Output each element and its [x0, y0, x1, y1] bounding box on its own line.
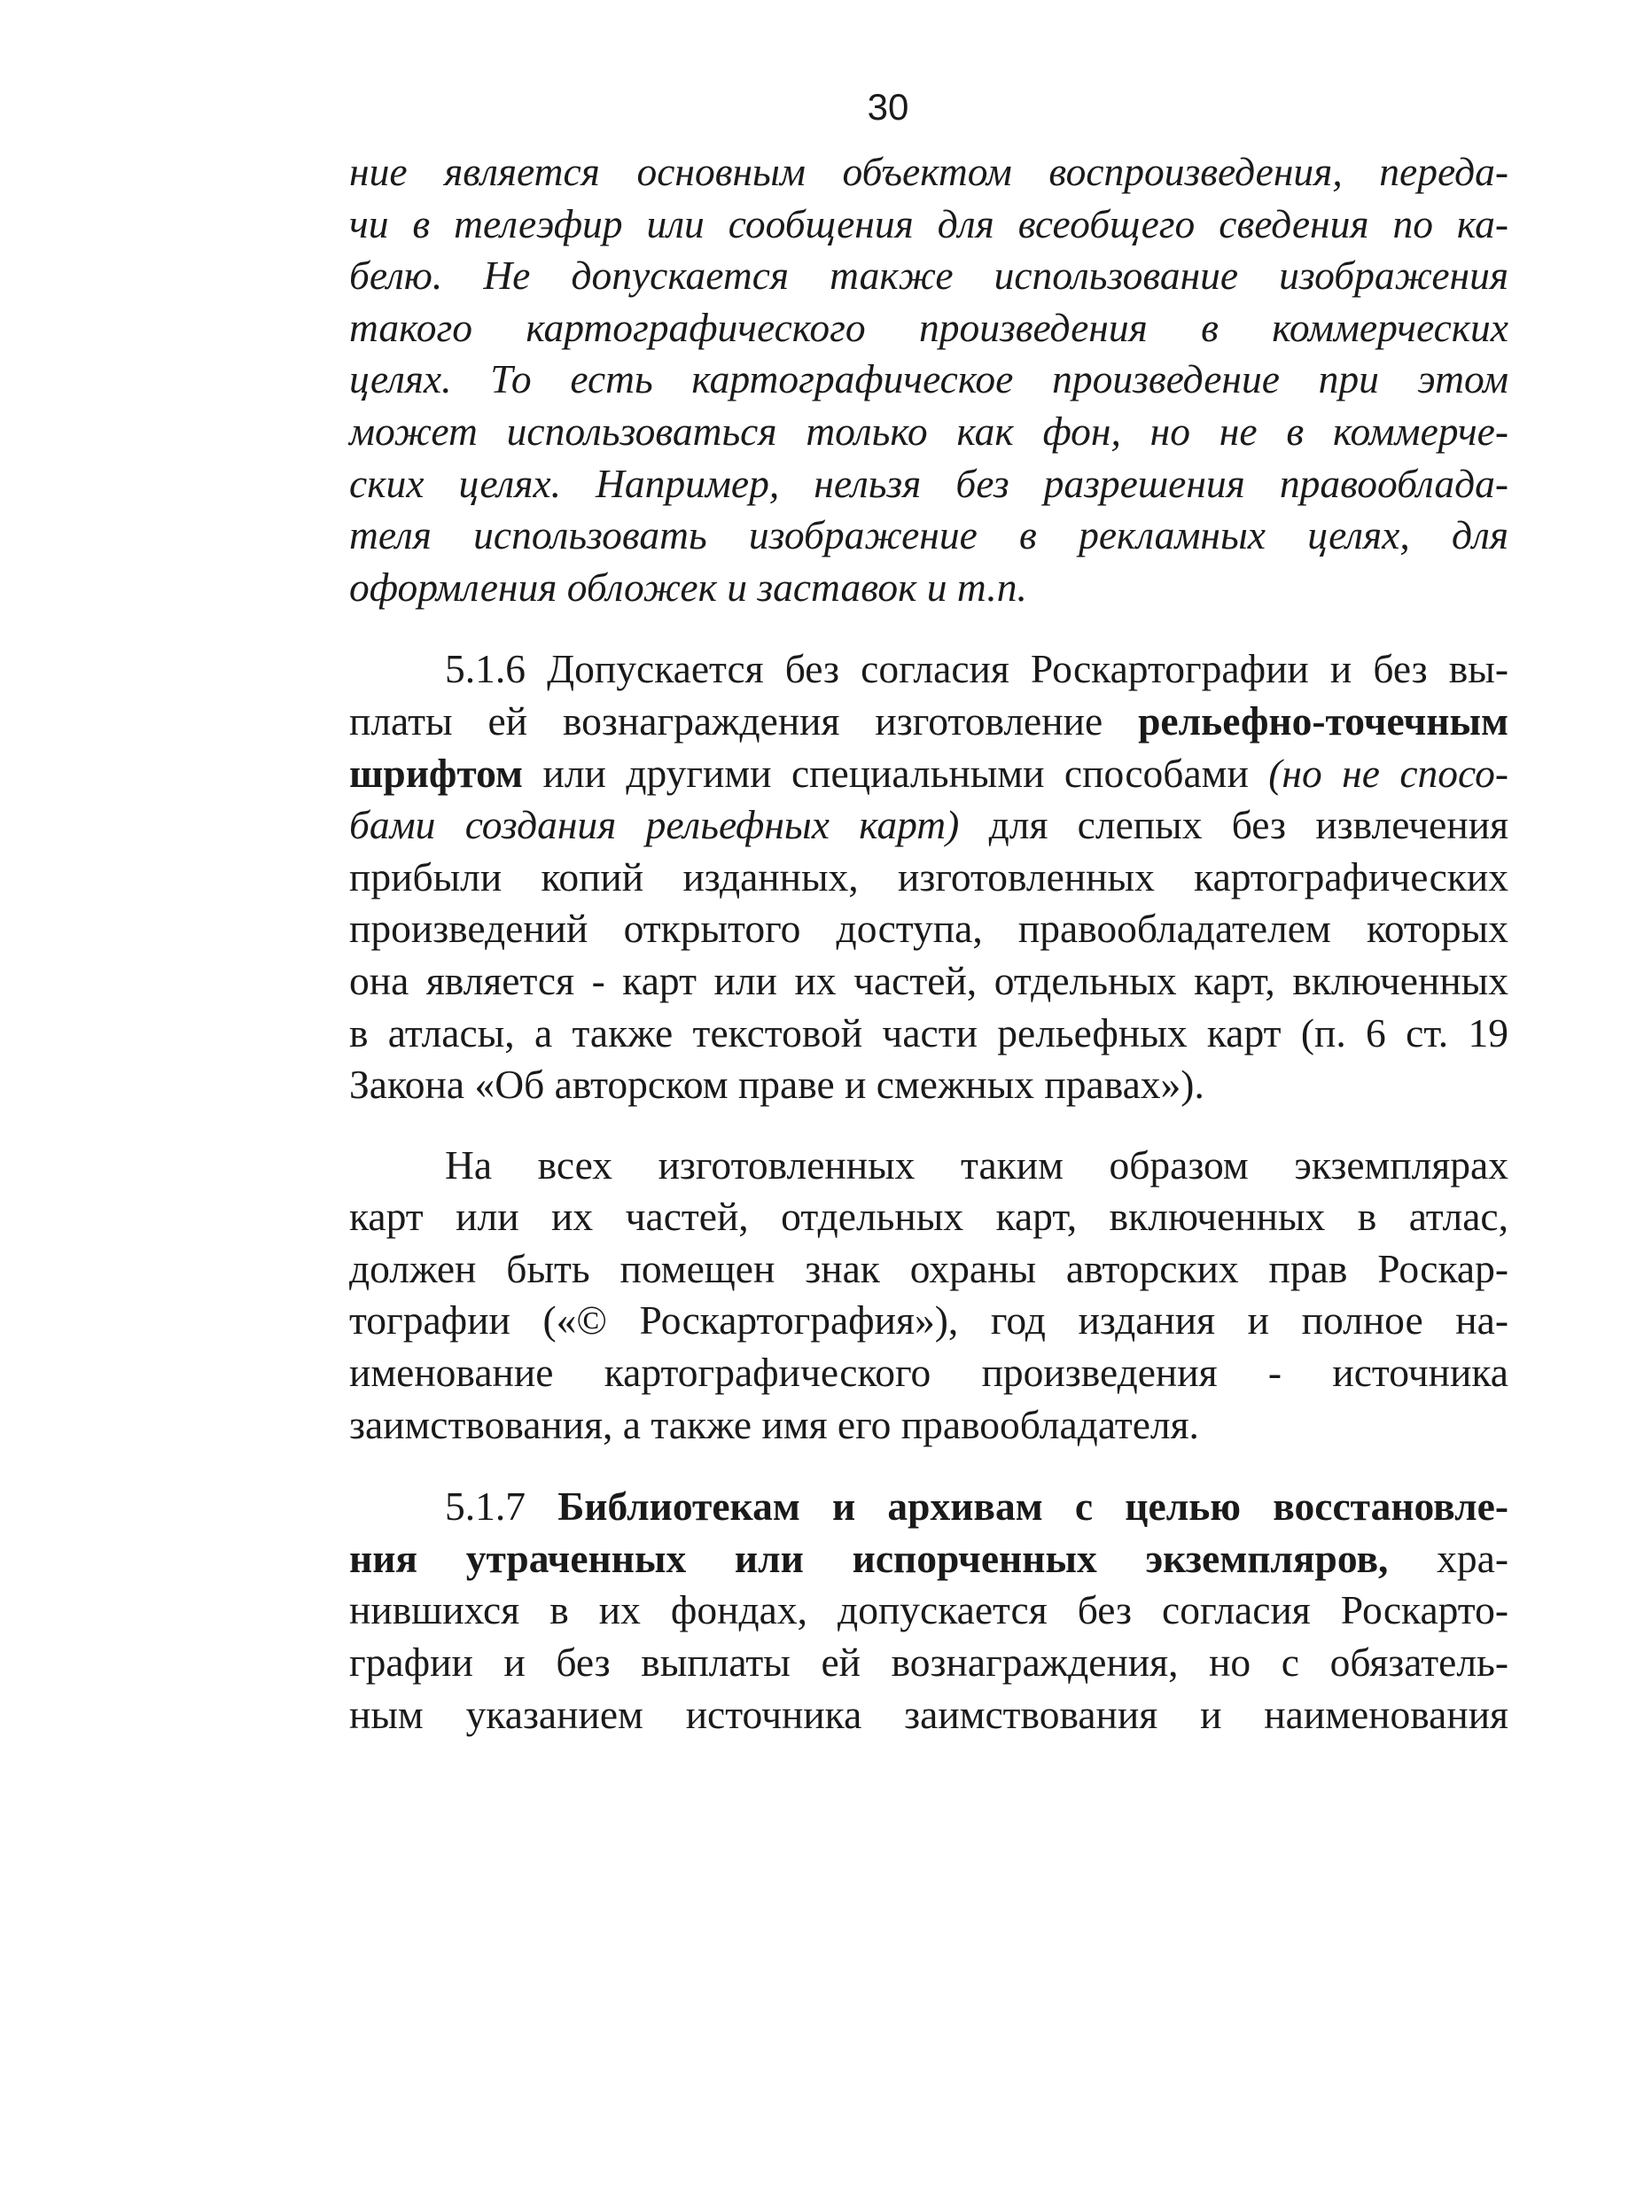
- text-line: такого картографического произведения в коммерческих: [349, 304, 1508, 350]
- text-line: карт или их частей, отдельных карт, включенных в атлас,: [349, 1194, 1508, 1240]
- bold-text-run: шрифтом: [349, 750, 524, 796]
- italic-text-run: бами создания рельефных карт): [349, 802, 960, 848]
- text-line: [349, 1481, 1508, 1533]
- text-line: ным указанием источника заимствования и наименования: [349, 1691, 1508, 1737]
- text-line: теля использовать изображение в рекламных целях, для: [349, 512, 1508, 558]
- text-line: 5.1.6 Допускается без согласия Роскартографии и без вы-: [445, 646, 1508, 692]
- bold-text-run: ния утраченных или испорченных экземпляров,: [349, 1535, 1389, 1581]
- text-line: оформления обложек и заставок и т.п.: [349, 564, 1027, 610]
- text-line: Закона «Об авторском праве и смежных правах»).: [349, 1062, 1204, 1108]
- text-run: платы ей вознаграждения изготовление: [349, 697, 1139, 744]
- bold-text-run: Библиотекам и архивам с целью восстановле-: [557, 1484, 1508, 1530]
- text-line: ских целях. Например, нельзя без разрешения правооблада-: [349, 460, 1508, 506]
- text-line: На всех изготовленных таким образом экземплярах: [445, 1141, 1508, 1188]
- text-line: [349, 748, 1508, 800]
- paragraph-section-5-1-7: [349, 1481, 1508, 1741]
- text-line: заимствования, а также имя его правообладателя.: [349, 1401, 1199, 1447]
- text-run: для слепых без извлечения: [959, 802, 1508, 848]
- page-number: 30: [867, 86, 909, 128]
- page-body: [349, 146, 1508, 1741]
- text-run: 5.1.7: [445, 1484, 558, 1530]
- text-line: белю. Не допускается также использование изображения: [349, 253, 1508, 299]
- bold-text-run: рельефно-точечным: [1138, 697, 1508, 744]
- text-line: графии и без выплаты ей вознаграждения, но с обязатель-: [349, 1640, 1508, 1686]
- text-line: нившихся в их фондах, допускается без согласия Роскарто-: [349, 1587, 1508, 1633]
- italic-text-run: (но не спосо-: [1268, 750, 1508, 796]
- text-line: чи в телеэфир или сообщения для всеобщего сведения по ка-: [349, 200, 1508, 246]
- paragraph-continuation: [349, 146, 1508, 613]
- text-run: или другими специальными способами: [523, 750, 1269, 796]
- text-run: хра-: [1388, 1535, 1508, 1581]
- text-line: она является - карт или их частей, отдельных карт, включенных: [349, 957, 1508, 1003]
- text-line: [349, 799, 1508, 852]
- text-line: в атласы, а также текстовой части рельефных карт (п. 6 ст. 19: [349, 1009, 1508, 1055]
- text-line: целях. То есть картографическое произведение при этом: [349, 356, 1508, 402]
- text-line: прибыли копий изданных, изготовленных картографических: [349, 853, 1508, 900]
- text-line: произведений открытого доступа, правообладателем которых: [349, 906, 1508, 952]
- text-line: должен быть помещен знак охраны авторских прав Роскар-: [349, 1245, 1508, 1291]
- text-line: [349, 1533, 1508, 1585]
- paragraph-copyright-notice: [349, 1140, 1508, 1452]
- text-line: тографии («© Роскартография»), год издания и полное на-: [349, 1297, 1508, 1344]
- text-line: ние является основным объектом воспроизведения, переда-: [349, 149, 1508, 194]
- text-line: именование картографического произведения - источника: [349, 1350, 1508, 1396]
- paragraph-section-5-1-6: [349, 643, 1508, 1110]
- text-line: может использоваться только как фон, но не в коммерче-: [349, 408, 1508, 454]
- text-line: [349, 696, 1508, 748]
